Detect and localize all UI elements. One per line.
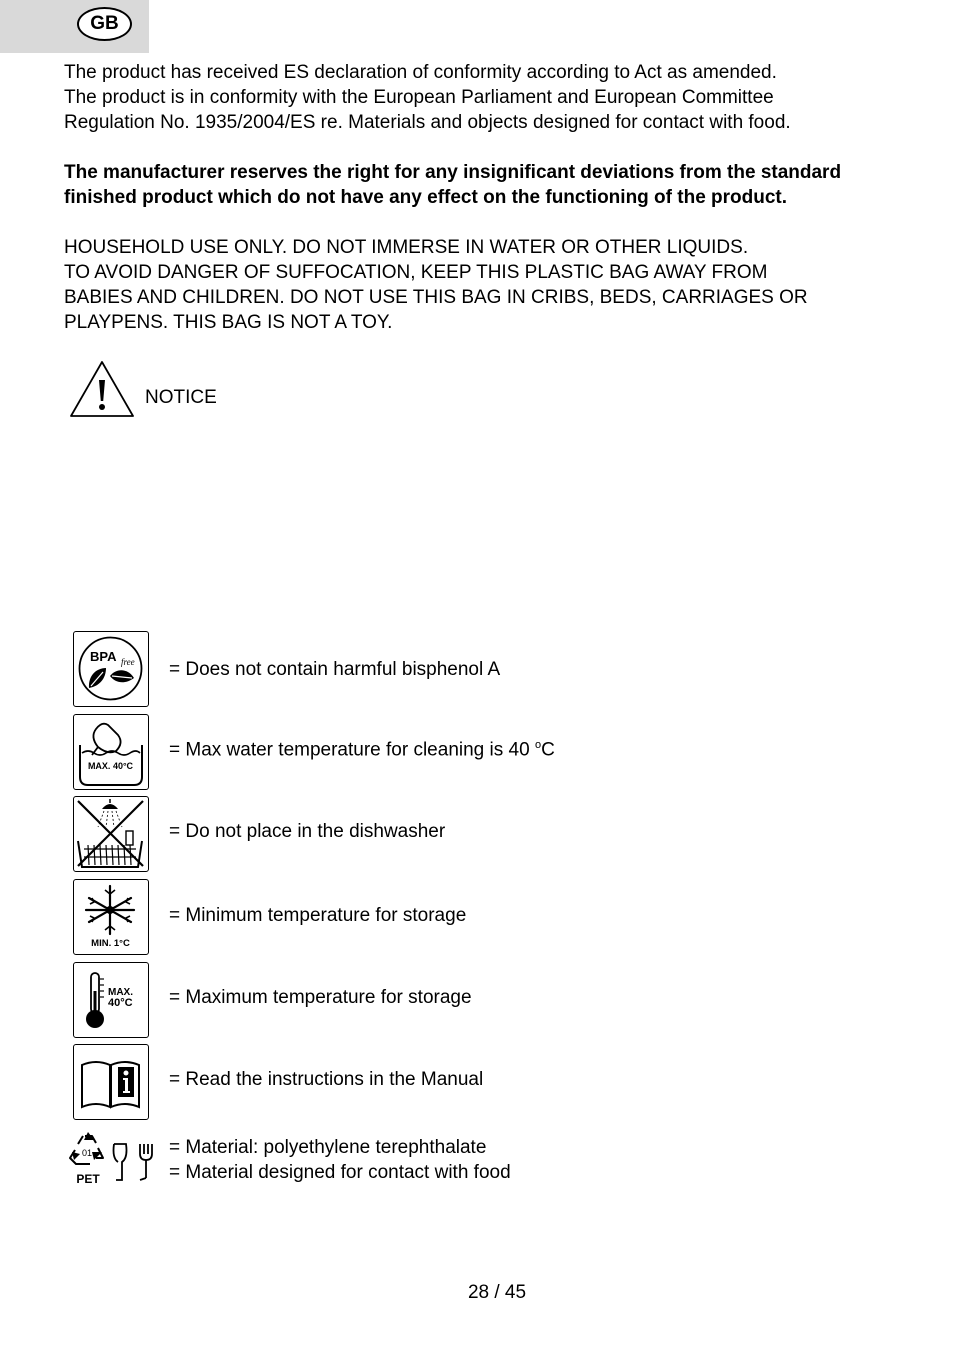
manufacturer-note-line: finished product which do not have any effect on the functioning of the product. bbox=[64, 187, 788, 208]
language-badge: GB bbox=[77, 7, 132, 41]
language-tab bbox=[0, 0, 149, 53]
svg-text:MAX.: MAX. bbox=[108, 987, 133, 998]
warning-line: TO AVOID DANGER OF SUFFOCATION, KEEP THIS PLASTIC BAG AWAY FROM bbox=[64, 262, 768, 283]
warning-line: HOUSEHOLD USE ONLY. DO NOT IMMERSE IN WATER OR OTHER LIQUIDS. bbox=[64, 237, 749, 258]
food-contact-icon bbox=[114, 1144, 153, 1180]
thermometer-icon bbox=[73, 962, 149, 1038]
warnings-paragraph bbox=[64, 235, 904, 335]
warning-triangle-icon bbox=[69, 360, 135, 418]
frost-icon bbox=[73, 879, 149, 955]
hand-wash-icon bbox=[73, 714, 149, 790]
svg-text:01: 01 bbox=[81, 1148, 93, 1158]
conformity-line: The product is in conformity with the European Parliament and European Committee bbox=[64, 87, 774, 108]
no-dishwasher-icon bbox=[73, 796, 149, 872]
hand-wash-label: = Max water temperature for cleaning is 40 $^o$C bbox=[169, 739, 555, 761]
svg-text:MAX. 40°C: MAX. 40°C bbox=[87, 761, 134, 771]
no-dishwasher-label: = Do not place in the dishwasher bbox=[169, 821, 446, 842]
page-number: 28 / 45 bbox=[467, 1282, 527, 1303]
conformity-line: Regulation No. 1935/2004/ES re. Materials and objects designed for contact with food. bbox=[64, 112, 791, 133]
food-contact-label: = Material designed for contact with food bbox=[169, 1162, 511, 1183]
notice-label: NOTICE bbox=[145, 387, 217, 408]
conformity-paragraph bbox=[64, 60, 904, 135]
material-pet-label: = Material: polyethylene terephthalate bbox=[169, 1137, 487, 1158]
svg-text:MIN. 1°C: MIN. 1°C bbox=[91, 938, 130, 949]
svg-text:40°C: 40°C bbox=[108, 997, 133, 1009]
conformity-line: The product has received ES declaration of conformity according to Act as amended. bbox=[64, 62, 777, 83]
read-manual-label: = Read the instructions in the Manual bbox=[169, 1069, 484, 1090]
warning-line: PLAYPENS. THIS BAG IS NOT A TOY. bbox=[64, 312, 393, 333]
svg-text:PET: PET bbox=[76, 1172, 100, 1186]
max-storage-temp-label: = Maximum temperature for storage bbox=[169, 987, 472, 1008]
warning-line: BABIES AND CHILDREN. DO NOT USE THIS BAG IN CRIBS, BEDS, CARRIAGES OR bbox=[64, 287, 808, 308]
svg-text:free: free bbox=[121, 657, 135, 667]
pet-recycle-icon bbox=[66, 1130, 156, 1188]
min-storage-temp-label: = Minimum temperature for storage bbox=[169, 905, 467, 926]
manufacturer-note bbox=[64, 160, 904, 210]
bpa-free-label: = Does not contain harmful bisphenol A bbox=[169, 659, 501, 680]
bpa-free-icon bbox=[73, 631, 149, 707]
manufacturer-note-line: The manufacturer reserves the right for any insignificant deviations from the standard bbox=[64, 162, 842, 183]
read-manual-icon bbox=[73, 1044, 149, 1120]
svg-text:BPA: BPA bbox=[90, 649, 117, 664]
